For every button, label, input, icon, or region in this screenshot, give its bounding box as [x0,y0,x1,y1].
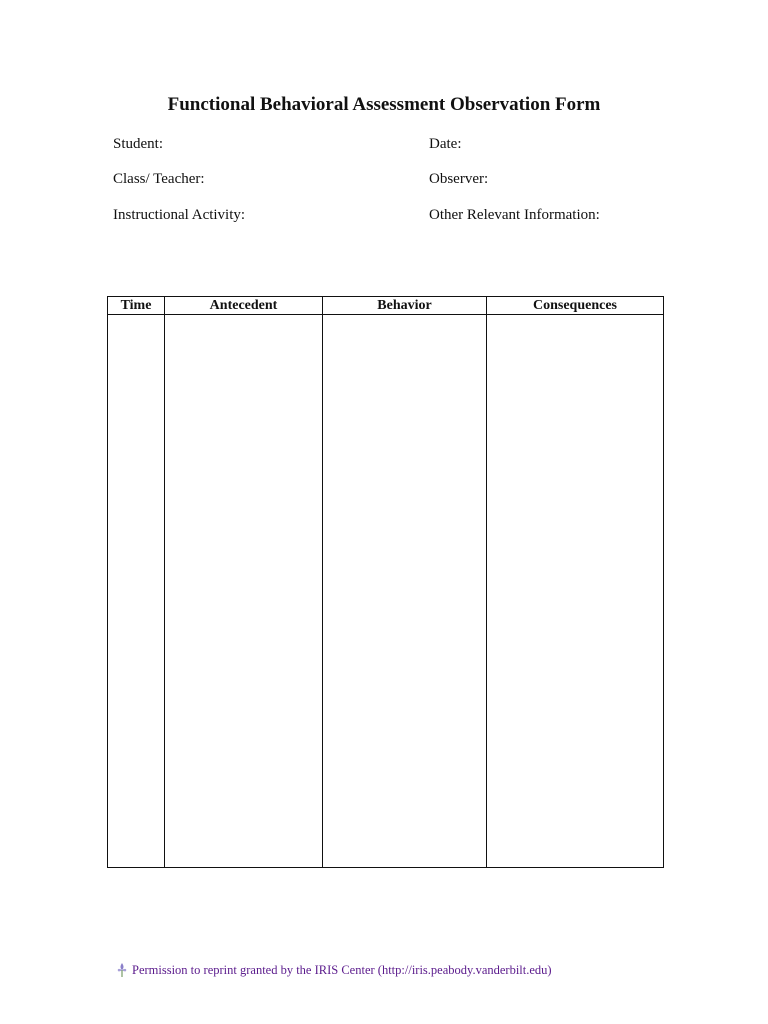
permission-link[interactable]: Permission to reprint granted by the IRIS Center (http://iris.peabody.vanderbilt.edu) [132,962,552,977]
form-title: Functional Behavioral Assessment Observation Form [167,94,601,115]
iris-flower-icon [116,962,128,978]
table-row [108,315,664,868]
header-consequences: Consequences [487,297,664,315]
table-header-row [108,297,664,315]
header-antecedent: Antecedent [165,297,323,315]
observation-table [107,296,664,868]
other-info-label: Other Relevant Information: [429,207,600,223]
time-cell[interactable] [108,315,165,868]
footer [116,962,552,978]
instructional-activity-label: Instructional Activity: [113,207,246,223]
consequences-cell[interactable] [487,315,664,868]
behavior-cell[interactable] [323,315,487,868]
date-label: Date: [429,136,462,152]
header-time: Time [108,297,165,315]
header-behavior: Behavior [323,297,487,315]
student-label: Student: [113,136,164,152]
class-teacher-label: Class/ Teacher: [113,171,205,187]
antecedent-cell[interactable] [165,315,323,868]
observer-label: Observer: [429,171,489,187]
